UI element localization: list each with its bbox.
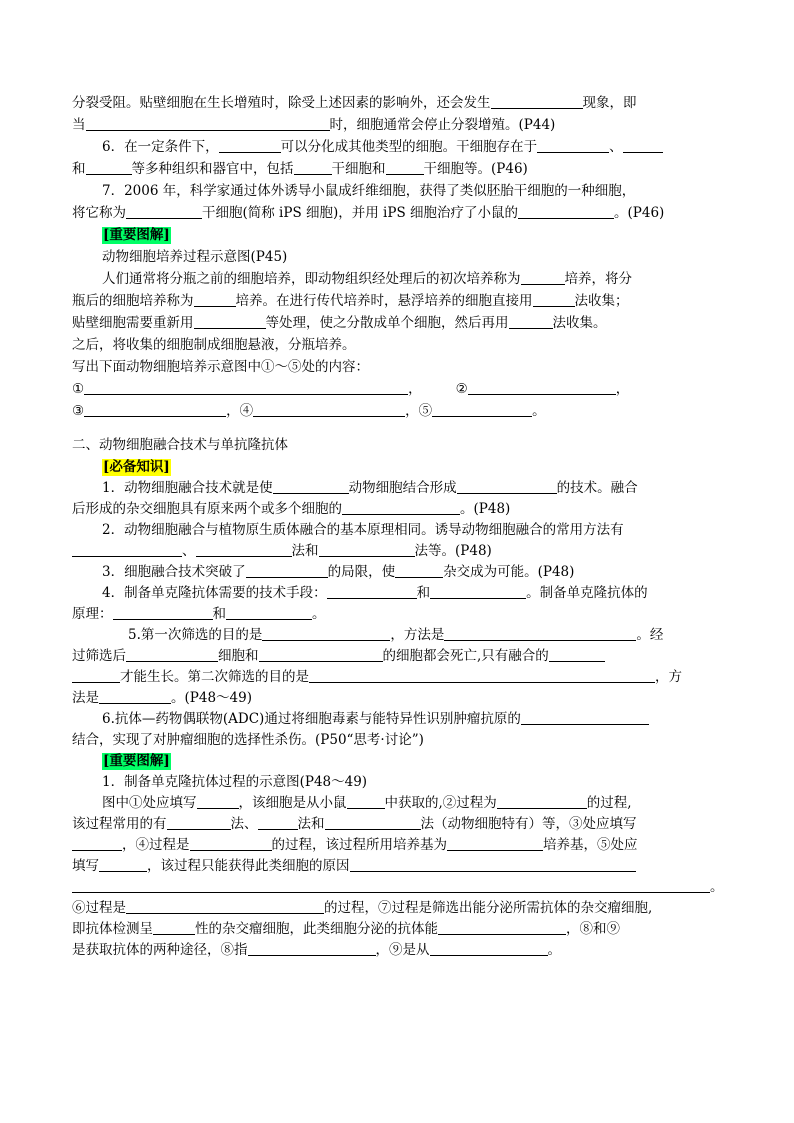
- text: ④: [239, 403, 254, 419]
- text-line: [72, 919, 724, 940]
- text: 干细胞等。(P46): [423, 161, 528, 177]
- text: 的局限，使: [327, 564, 396, 580]
- text: 即抗体检测呈: [72, 921, 153, 937]
- text: 法是: [72, 690, 99, 706]
- text: ，: [405, 403, 419, 419]
- text-line: [72, 334, 724, 356]
- text: 。: [547, 942, 561, 958]
- answer-blank[interactable]: [319, 541, 415, 557]
- answer-blank[interactable]: [153, 919, 195, 935]
- answer-blank[interactable]: [126, 646, 218, 662]
- answer-blank[interactable]: [309, 667, 655, 683]
- text: 4．制备单克隆抗体需要的技术手段：: [102, 585, 327, 601]
- answer-blank[interactable]: [86, 159, 132, 175]
- text: 培养基，⑤处应: [543, 837, 638, 853]
- answer-blank[interactable]: [72, 835, 122, 851]
- text: 1．动物细胞融合技术就是使: [102, 480, 273, 496]
- answer-blank[interactable]: [549, 646, 605, 662]
- section-tag-important: [72, 224, 724, 246]
- answer-blank[interactable]: [521, 709, 649, 725]
- answer-blank[interactable]: [113, 604, 213, 620]
- text-line: [72, 114, 724, 136]
- text: 图中①处应填写: [102, 795, 197, 811]
- worksheet-page: [72, 92, 724, 961]
- answer-blank[interactable]: [447, 835, 543, 851]
- text: 瓶后的细胞培养称为: [72, 293, 194, 309]
- text: ，⑨是从: [375, 942, 430, 958]
- text: 后形成的杂交细胞具有原来两个或多个细胞的: [72, 501, 342, 517]
- answer-blank[interactable]: [395, 562, 443, 578]
- text: 等多种组织和器官中，包括: [131, 161, 294, 177]
- answer-blank[interactable]: [457, 478, 557, 494]
- answer-blank[interactable]: [294, 159, 332, 175]
- text: ，: [615, 381, 630, 397]
- text: 的过程，⑦过程是筛选出能分泌所需抗体的杂交瘤细胞,: [324, 900, 653, 916]
- answer-blank[interactable]: [533, 291, 575, 307]
- s2-question-3: [72, 562, 724, 583]
- text: 法和: [297, 816, 325, 832]
- text: ⑤: [418, 403, 433, 419]
- diagram-heading: [72, 246, 724, 268]
- text: 7．2006 年，科学家通过体外诱导小鼠成纤维细胞，获得了类似胚胎干细胞的一种细胞，: [102, 183, 636, 199]
- text: 和: [212, 606, 226, 622]
- text-line: [72, 856, 724, 877]
- answer-blank[interactable]: [126, 203, 202, 219]
- text-line: [72, 835, 724, 856]
- answer-blank[interactable]: [468, 379, 616, 395]
- answer-blank[interactable]: [273, 478, 349, 494]
- answer-blank[interactable]: [194, 313, 266, 329]
- text: ，: [226, 403, 240, 419]
- answer-blank[interactable]: [226, 604, 312, 620]
- text: 。制备单克隆抗体的: [526, 585, 648, 601]
- text-line: [72, 541, 724, 562]
- text: 和: [72, 161, 86, 177]
- text: 现象，即: [582, 95, 637, 111]
- s2-question-4: [72, 583, 724, 604]
- required-knowledge-tag: [必备知识]: [103, 459, 170, 475]
- answer-blank[interactable]: [342, 499, 460, 515]
- text: ⑥过程是: [72, 900, 126, 916]
- answer-blank[interactable]: [72, 667, 120, 683]
- answer-blank[interactable]: [432, 401, 532, 417]
- important-diagrams-tag: [重要图解]: [103, 227, 170, 243]
- text: 。(P48): [460, 501, 511, 517]
- text: 。经: [636, 627, 664, 643]
- text-line: [72, 898, 724, 919]
- text: ，该细胞是从小鼠: [238, 795, 347, 811]
- section-tag-required: [72, 456, 724, 478]
- text: 原理：: [72, 606, 113, 622]
- text: 法收集；: [574, 293, 629, 309]
- answer-blank[interactable]: [259, 646, 383, 662]
- text: 等处理，使之分散成单个细胞，然后再用: [265, 315, 509, 331]
- text: 2．动物细胞融合与植物原生质体融合的基本原理相同。诱导动物细胞融合的常用方法有: [102, 522, 624, 538]
- text: 才能生长。第二次筛选的目的是: [120, 669, 309, 685]
- answer-blank[interactable]: [190, 835, 272, 851]
- text: ，⑧和⑨: [566, 921, 620, 937]
- text: 性的杂交瘤细胞，此类细胞分泌的抗体能: [195, 921, 438, 937]
- text: ，④过程是: [122, 837, 190, 853]
- section-title: [72, 434, 724, 456]
- text-line: [72, 268, 724, 290]
- text-line: [72, 158, 724, 180]
- text-line: [72, 92, 724, 114]
- text: 人们通常将分瓶之前的细胞培养，即动物组织经处理后的初次培养称为: [102, 271, 521, 287]
- text-line: [72, 202, 724, 224]
- answer-blank[interactable]: [86, 115, 330, 131]
- text: 分裂受阻。贴壁细胞在生长增殖时，除受上述因素的影响外，还会发生: [72, 95, 491, 111]
- text: 6．在一定条件下，: [102, 139, 219, 155]
- text: ①: [72, 381, 85, 397]
- text: 杂交成为可能。(P48): [443, 564, 575, 580]
- text-line: [72, 356, 724, 378]
- text-line: [72, 378, 724, 400]
- text: 、: [182, 543, 196, 559]
- text-line: [72, 877, 724, 898]
- text: 当: [72, 117, 86, 133]
- text: ，: [408, 381, 422, 397]
- answer-blank[interactable]: [497, 793, 587, 809]
- text: ，方法是: [390, 627, 445, 643]
- text: 培养，将分: [564, 271, 632, 287]
- text: 1．制备单克隆抗体过程的示意图(P48～49): [102, 774, 368, 790]
- text: 之后，将收集的细胞制成细胞悬液，分瓶培养。: [72, 337, 356, 353]
- answer-blank[interactable]: [386, 159, 424, 175]
- text: 的过程，该过程所用培养基为: [271, 837, 447, 853]
- text: 。: [532, 403, 546, 419]
- s2-question-5: [72, 625, 724, 646]
- text: 、: [609, 139, 623, 155]
- text: 的细胞都会死亡,只有融合的: [382, 648, 549, 664]
- answer-blank[interactable]: [167, 814, 231, 830]
- text: 的过程,: [586, 795, 632, 811]
- text: ③: [72, 403, 85, 419]
- section-tag-important: [72, 751, 724, 772]
- answer-blank[interactable]: [197, 793, 239, 809]
- text: 二、动物细胞融合技术与单抗隆抗体: [72, 437, 288, 453]
- text: 法收集。: [552, 315, 607, 331]
- answer-blank[interactable]: [430, 583, 526, 599]
- text: ②: [455, 381, 468, 397]
- text-line: [72, 290, 724, 312]
- answer-blank[interactable]: [99, 856, 147, 872]
- answer-blank[interactable]: [327, 583, 417, 599]
- text-line: [72, 814, 724, 835]
- text: 干细胞(简称 iPS 细胞)，并用 iPS 细胞治疗了小鼠的: [202, 205, 518, 221]
- text-line: [72, 312, 724, 334]
- answer-blank[interactable]: [325, 814, 421, 830]
- text-line: [72, 499, 724, 520]
- answer-blank[interactable]: [84, 401, 226, 417]
- text: 。(P48～49): [171, 690, 252, 706]
- text: 中获取的,②过程为: [384, 795, 497, 811]
- text-line: [72, 400, 724, 422]
- answer-blank[interactable]: [509, 313, 553, 329]
- text: 3．细胞融合技术突破了: [102, 564, 246, 580]
- text: 该过程常用的有: [72, 816, 167, 832]
- important-diagrams-tag: [重要图解]: [103, 753, 170, 769]
- answer-blank[interactable]: [262, 625, 390, 641]
- s2-question-6: [72, 709, 724, 730]
- text: 。: [312, 606, 326, 622]
- text: 培养。在进行传代培养时，悬浮培养的细胞直接用: [235, 293, 533, 309]
- answer-blank[interactable]: [126, 898, 324, 914]
- answer-blank[interactable]: [623, 137, 663, 153]
- text: 的技术。融合: [556, 480, 638, 496]
- s2-question-1: [72, 478, 724, 499]
- answer-blank[interactable]: [518, 203, 614, 219]
- text: 可以分化成其他类型的细胞。干细胞存在于: [280, 139, 538, 155]
- text-line: [72, 646, 724, 667]
- diagram-heading: [72, 772, 724, 793]
- text: ，该过程只能获得此类细胞的原因: [147, 858, 350, 874]
- answer-blank[interactable]: [537, 137, 609, 153]
- text: 填写: [72, 858, 99, 874]
- text-line: [72, 793, 724, 814]
- answer-blank[interactable]: [438, 919, 566, 935]
- answer-blank[interactable]: [347, 793, 385, 809]
- answer-blank[interactable]: [248, 940, 376, 956]
- answer-blank[interactable]: [258, 814, 298, 830]
- text: 细胞和: [218, 648, 259, 664]
- answer-blank[interactable]: [99, 688, 171, 704]
- text: 6.抗体—药物偶联物(ADC)通过将细胞毒素与能特异性识别肿瘤抗原的: [102, 711, 521, 727]
- text: 法和: [291, 543, 319, 559]
- question-7: [72, 180, 724, 202]
- text-line: [72, 940, 724, 961]
- text: 写出下面动物细胞培养示意图中①～⑤处的内容：: [72, 359, 369, 375]
- text: 干细胞和: [331, 161, 386, 177]
- text: 过筛选后: [72, 648, 126, 664]
- answer-blank[interactable]: [194, 291, 236, 307]
- text: 和: [416, 585, 431, 601]
- question-6: [72, 136, 724, 158]
- text: ，方: [655, 669, 682, 685]
- answer-blank[interactable]: [196, 541, 292, 557]
- answer-blank[interactable]: [84, 379, 408, 395]
- text: 。(P46): [614, 205, 665, 221]
- s2-question-2: [72, 520, 724, 541]
- answer-blank[interactable]: [350, 856, 636, 872]
- text-line: [72, 604, 724, 625]
- answer-blank[interactable]: [491, 93, 583, 109]
- answer-blank[interactable]: [444, 625, 636, 641]
- text: 结合，实现了对肿瘤细胞的选择性杀伤。(P50“思考·讨论”): [72, 732, 424, 748]
- answer-blank[interactable]: [430, 940, 548, 956]
- text: 动物细胞结合形成: [348, 480, 457, 496]
- text: 将它称为: [72, 205, 126, 221]
- text: 是获取抗体的两种途径，⑧指: [72, 942, 248, 958]
- text: 法、: [230, 816, 258, 832]
- answer-blank[interactable]: [246, 562, 328, 578]
- text: 5.第一次筛选的目的是: [128, 627, 263, 643]
- text: 。: [710, 879, 724, 895]
- answer-blank[interactable]: [219, 137, 281, 153]
- text-line: [72, 688, 724, 709]
- answer-blank[interactable]: [521, 269, 565, 285]
- text-line: [72, 730, 724, 751]
- text: 动物细胞培养过程示意图(P45): [102, 249, 288, 265]
- text: 法等。(P48): [414, 543, 492, 559]
- text: 法（动物细胞特有）等，③处应填写: [420, 816, 637, 832]
- text: 贴壁细胞需要重新用: [72, 315, 194, 331]
- answer-blank[interactable]: [72, 877, 710, 893]
- answer-blank[interactable]: [253, 401, 405, 417]
- text: 时，细胞通常会停止分裂增殖。(P44): [329, 117, 556, 133]
- answer-blank[interactable]: [72, 541, 182, 557]
- text-line: [72, 667, 724, 688]
